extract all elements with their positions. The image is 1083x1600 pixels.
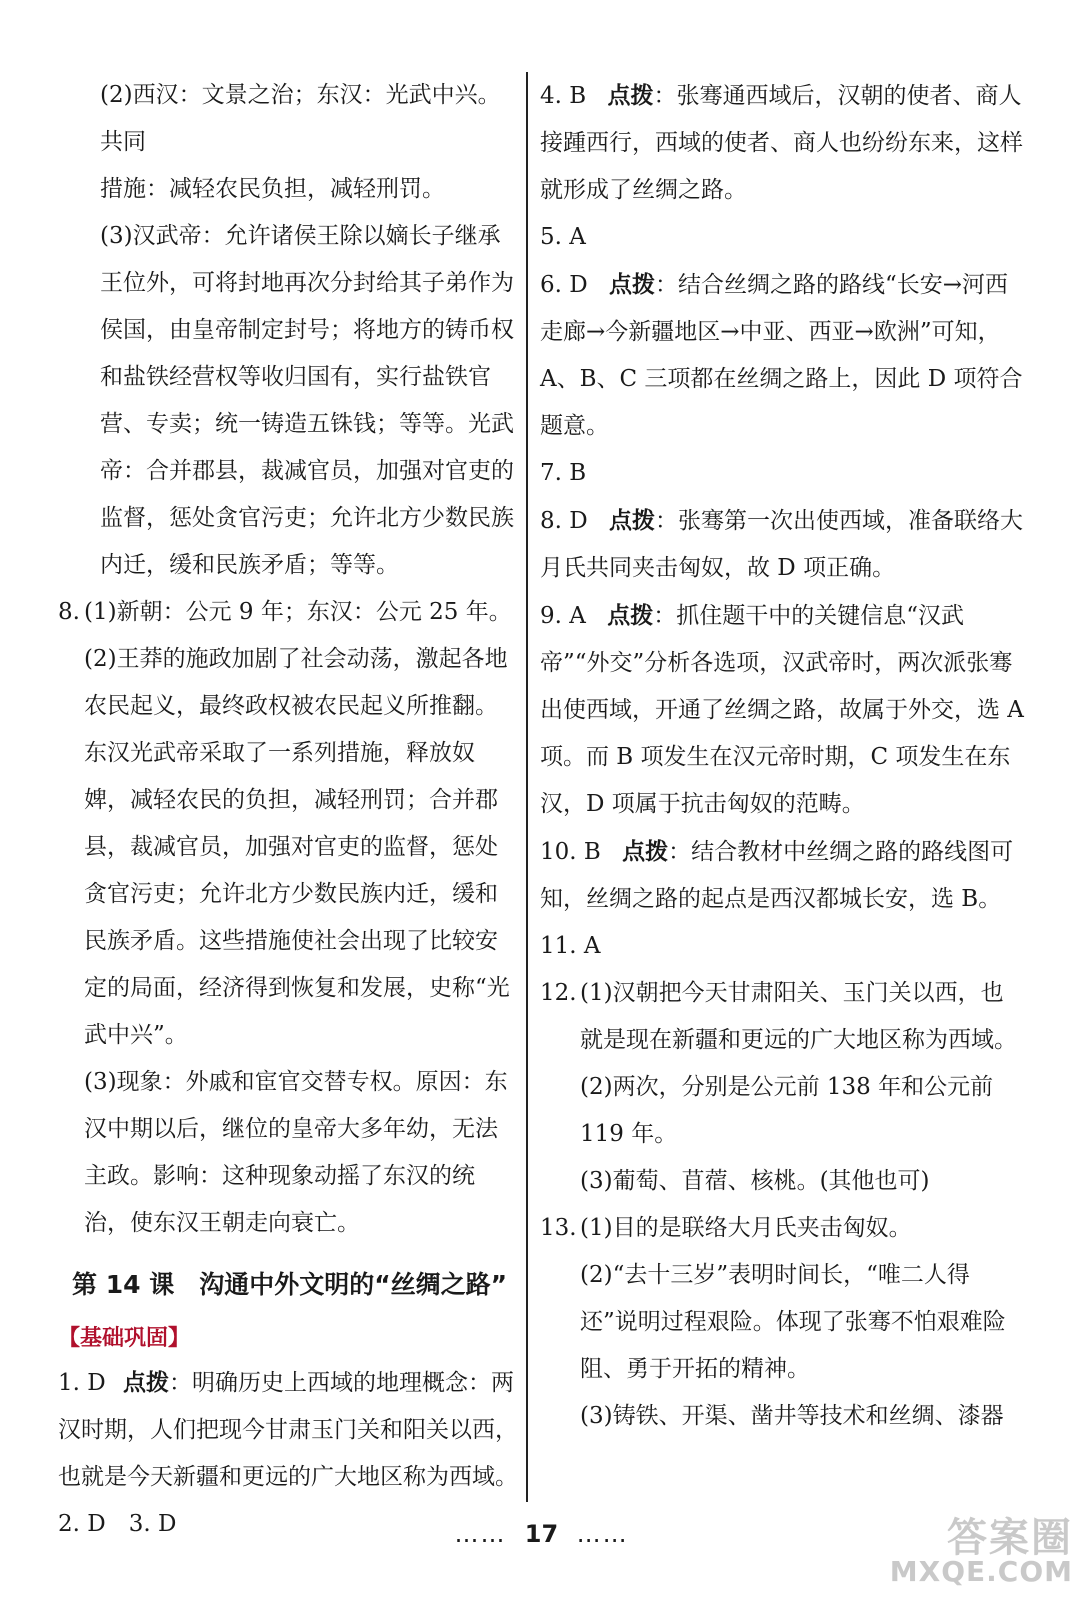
item7-part2-line2: 措施：减轻农民负担，减轻刑罚。 (100, 176, 445, 202)
answer-4-text: ：张骞通西域后，汉朝的使者、商人接踵西行，西域的使者、商人也纷纷东来，这样就形成了丝绸之路。 (540, 83, 1023, 203)
answer-4 (540, 72, 1025, 214)
footer-dots-right: …… (576, 1520, 629, 1548)
answer-5: 5. A (540, 224, 586, 250)
answer-9-text: ：抓住题干中的关键信息“汉武帝”“外交”分析各选项，汉武帝时，两次派张骞出使西域，开通了丝绸之路，故属于外交，选 A 项。而 B 项发生在汉元帝时期，C 项发生在东汉，D 项属于抗击匈奴的范畴。 (540, 603, 1024, 817)
answer-1-key: 点拨 (123, 1369, 170, 1396)
item8-number: 8. (58, 599, 80, 625)
answer-13-part2: (2)“去十三岁”表明时间长，“唯二人得还”说明过程艰险。体现了张骞不怕艰难险阻、勇于开拓的精神。 (580, 1262, 1006, 1382)
watermark-url: MXQE.COM (889, 1555, 1073, 1588)
lesson-title: 第 14 课 沟通中外文明的“丝绸之路” (72, 1270, 508, 1299)
item8 (58, 589, 518, 1247)
answer-13-number: 13. (540, 1215, 577, 1241)
answer-13 (540, 1205, 1025, 1440)
answer-9-number: 9. A (540, 603, 586, 629)
watermark-logo-text: 答案圈 (947, 1515, 1073, 1561)
answer-11: 11. A (540, 933, 601, 959)
answer-7: 7. B (540, 460, 587, 486)
answer-10 (540, 828, 1025, 923)
answer-6 (540, 261, 1025, 450)
item7-part2 (58, 72, 518, 213)
answer-12-part3: (3)葡萄、苜蓿、核桃。(其他也可) (580, 1168, 930, 1194)
answer-2-3: 2. D 3. D (58, 1511, 177, 1537)
answer-8 (540, 497, 1025, 592)
answer-8-text: ：张骞第一次出使西域，准备联络大月氏共同夹击匈奴，故 D 项正确。 (540, 508, 1024, 581)
page-number: 17 (524, 1520, 559, 1548)
answer-4-number: 4. B (540, 83, 587, 109)
item7-part2-line1: (2)西汉：文景之治；东汉：光武中兴。共同 (100, 82, 501, 155)
answer-6-key: 点拨 (609, 271, 656, 298)
item7-part3: (3)汉武帝：允许诸侯王除以嫡长子继承王位外，可将封地再次分封给其子弟作为侯国，由皇帝制定封号；将地方的铸币权和盐铁经营权等收归国有，实行盐铁官营、专卖；统一铸造五铢钱；等等。光武帝：合并郡县，裁减官员，加强对官吏的监督，惩处贪官污吏；允许北方少数民族内迁，缓和民族矛盾；等等。 (100, 223, 514, 578)
right-column (540, 72, 1025, 1440)
item8-part1: (1)新朝：公元 9 年；东汉：公元 25 年。 (84, 599, 512, 625)
answer-12-part2: (2)两次，分别是公元前 138 年和公元前 119 年。 (580, 1074, 994, 1147)
answer-12 (540, 970, 1025, 1205)
answer-4-key: 点拨 (607, 82, 654, 109)
site-watermark (889, 1515, 1073, 1588)
answer-10-key: 点拨 (622, 838, 669, 865)
answer-8-number: 8. D (540, 508, 588, 534)
column-divider (526, 72, 528, 1502)
answer-13-part3: (3)铸铁、开渠、凿井等技术和丝绸、漆器 (580, 1403, 1004, 1429)
answer-9-key: 点拨 (607, 602, 654, 629)
answer-8-key: 点拨 (609, 507, 656, 534)
footer-dots-left: …… (454, 1520, 507, 1548)
answer-12-number: 12. (540, 980, 577, 1006)
answer-10-text: ：结合教材中丝绸之路的路线图可知，丝绸之路的起点是西汉都城长安，选 B。 (540, 839, 1014, 912)
answer-13-part1: (1)目的是联络大月氏夹击匈奴。 (580, 1215, 912, 1241)
answer-12-part1: (1)汉朝把今天甘肃阳关、玉门关以西，也就是现在新疆和更远的广大地区称为西域。 (580, 980, 1017, 1053)
section-tag: 【基础巩固】 (58, 1326, 191, 1351)
answer-6-number: 6. D (540, 272, 588, 298)
answer-10-number: 10. B (540, 839, 601, 865)
answer-1-number: 1. D (58, 1370, 106, 1396)
answer-6-text: ：结合丝绸之路的路线“长安→河西走廊→今新疆地区→中亚、西亚→欧洲”可知，A、B、C 三项都在丝绸之路上，因此 D 项符合题意。 (540, 272, 1023, 439)
answer-1 (58, 1359, 518, 1501)
item8-part3: (3)现象：外戚和宦官交替专权。原因：东汉中期以后，继位的皇帝大多年幼，无法主政。影响：这种现象动摇了东汉的统治，使东汉王朝走向衰亡。 (84, 1069, 508, 1236)
item8-part2: (2)王莽的施政加剧了社会动荡，激起各地农民起义，最终政权被农民起义所推翻。东汉光武帝采取了一系列措施，释放奴婢，减轻农民的负担，减轻刑罚；合并郡县，裁减官员，加强对官吏的监督，惩处贪官污吏；允许北方少数民族内迁，缓和民族矛盾。这些措施使社会出现了比较安定的局面，经济得到恢复和发展，史称“光武中兴”。 (84, 646, 510, 1048)
answer-9 (540, 592, 1025, 828)
answer-1-text: ：明确历史上西域的地理概念：两汉时期，人们把现今甘肃玉门关和阳关以西，也就是今天新疆和更远的广大地区称为西域。 (58, 1370, 518, 1490)
left-column (58, 72, 518, 1548)
